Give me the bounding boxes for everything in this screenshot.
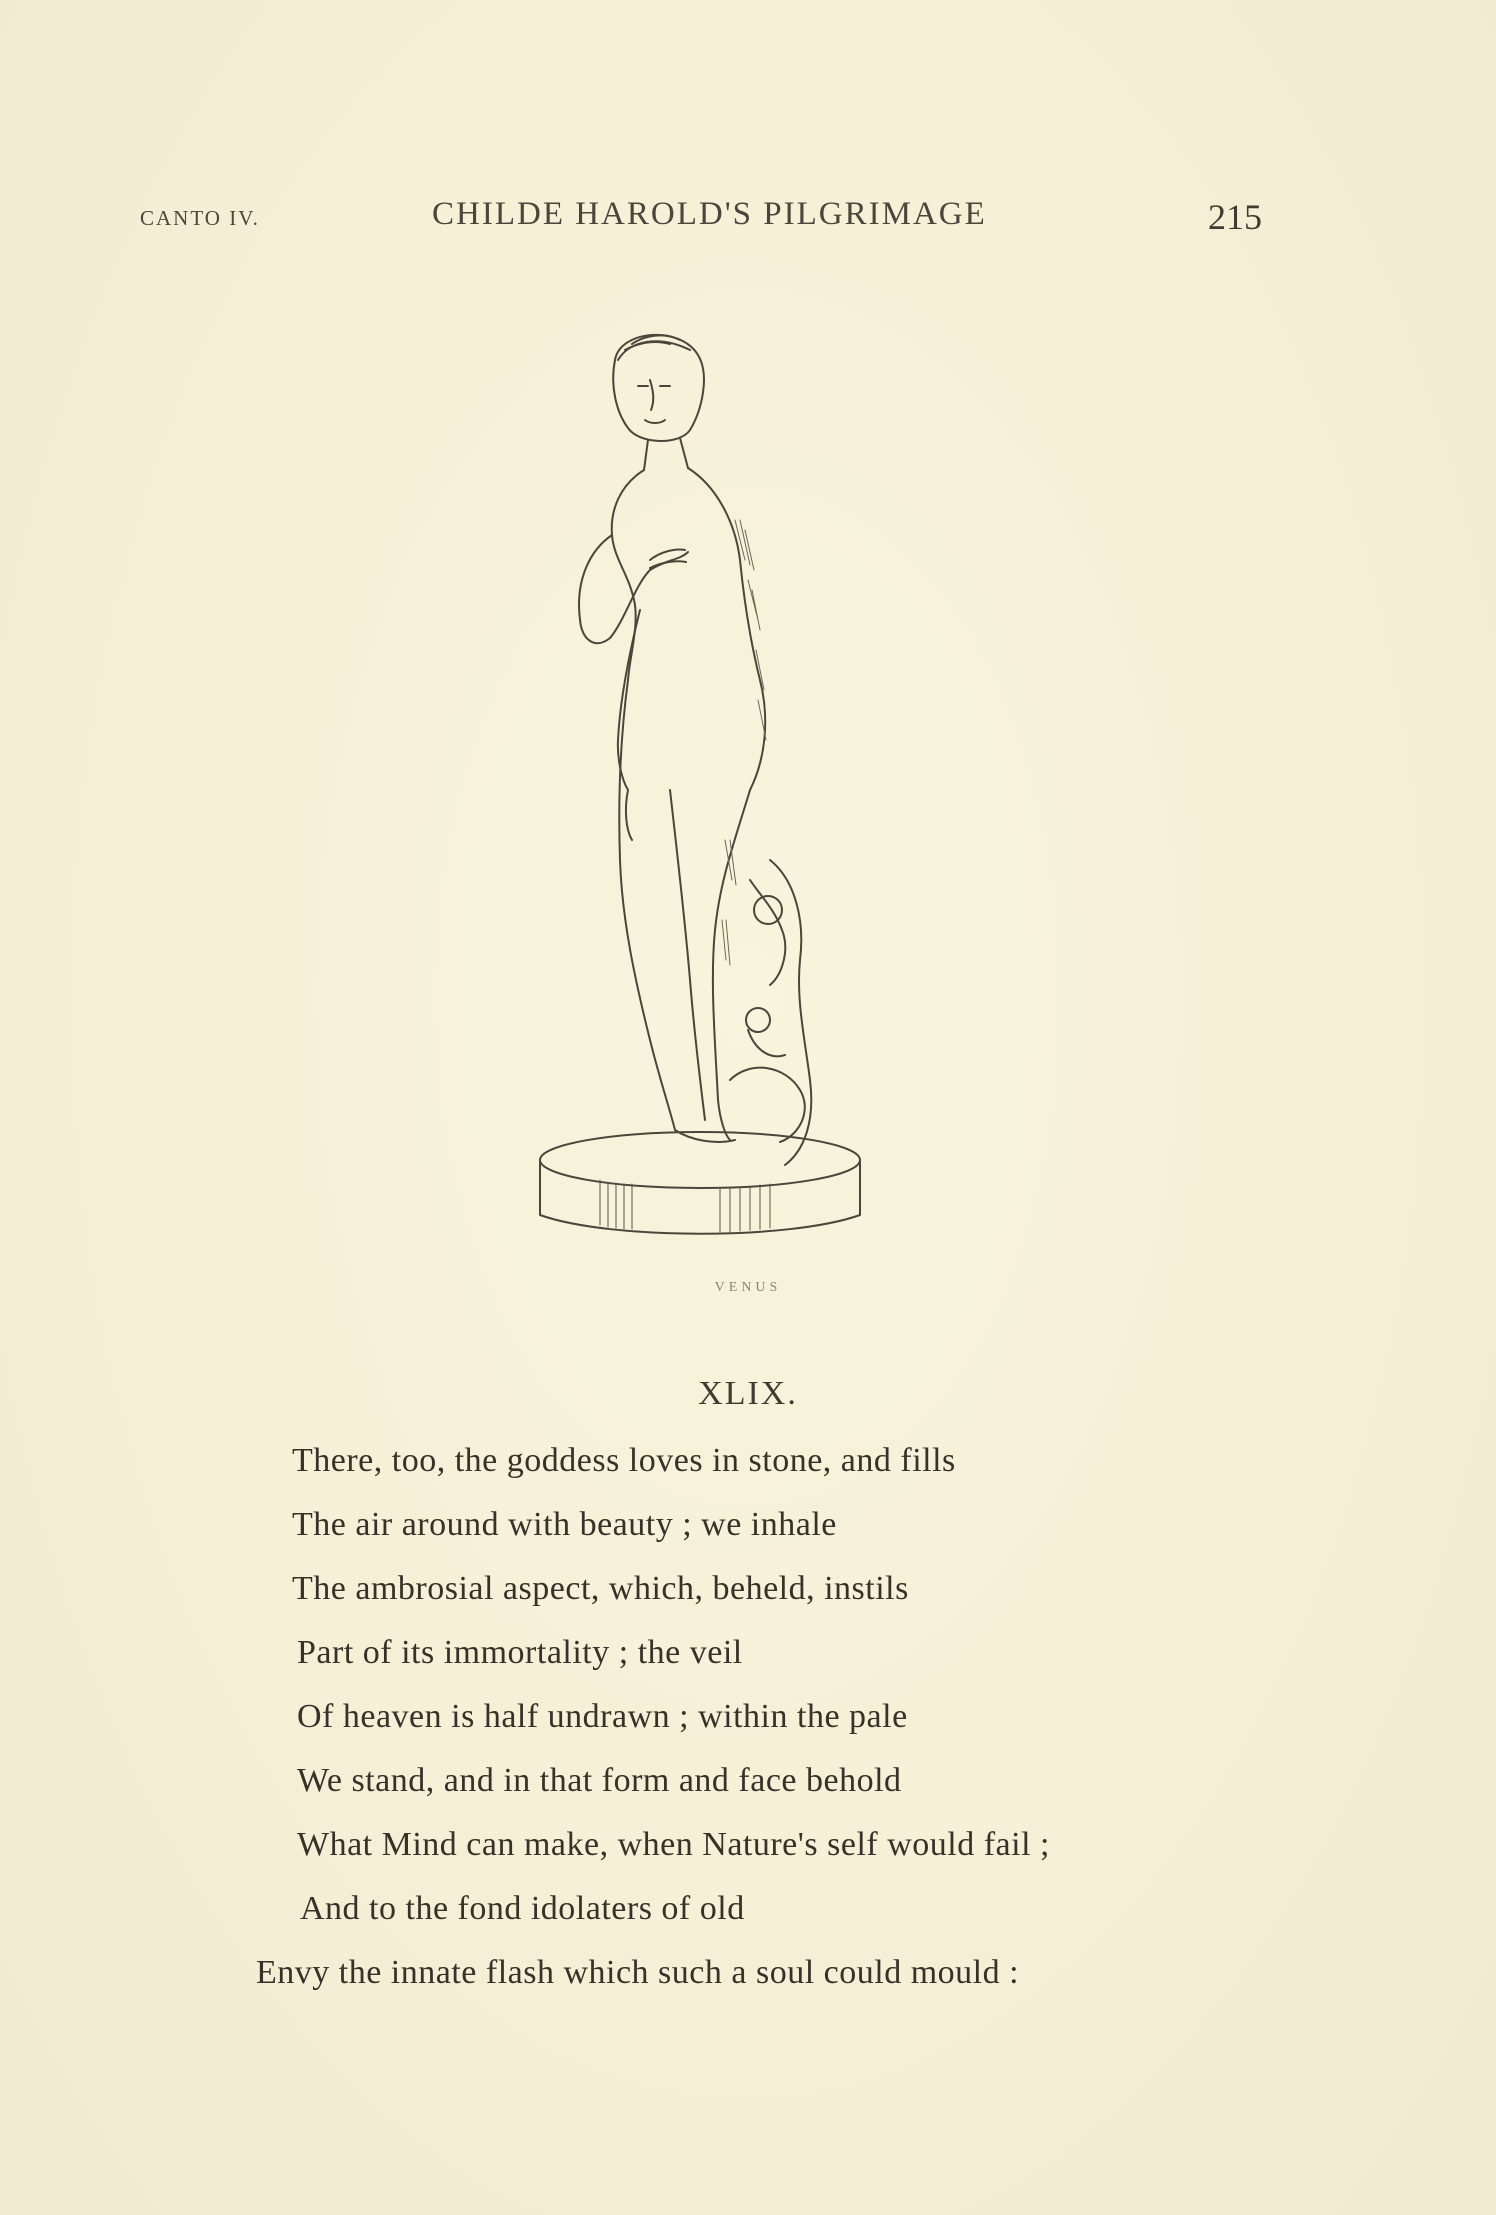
stanza-number: XLIX.: [698, 1375, 798, 1412]
poem-line: Part of its immortality ; the veil: [297, 1634, 743, 1671]
poem-line: The ambrosial aspect, which, beheld, instils: [292, 1570, 909, 1607]
torso-outline: [612, 470, 644, 680]
poem-line: And to the fond idolaters of old: [300, 1890, 745, 1927]
support-sculpture: [770, 860, 811, 1165]
page-number: 215: [1208, 197, 1262, 237]
venus-statue-illustration: [520, 320, 880, 1250]
running-header: [0, 196, 1496, 246]
poem-line: We stand, and in that form and face behold: [297, 1762, 902, 1799]
poem-line: Envy the innate flash which such a soul could mould :: [256, 1954, 1020, 1991]
poem-line: What Mind can make, when Nature's self would fail ;: [297, 1826, 1050, 1863]
canto-label: CANTO IV.: [140, 206, 260, 230]
book-title: CHILDE HAROLD'S PILGRIMAGE: [432, 196, 987, 232]
illustration-caption: VENUS: [714, 1280, 782, 1295]
poem-line: There, too, the goddess loves in stone, and fills: [292, 1442, 956, 1479]
poem-line: The air around with beauty ; we inhale: [292, 1506, 837, 1543]
poem-line: Of heaven is half undrawn ; within the pale: [297, 1698, 908, 1735]
legs-outline: [619, 680, 675, 1130]
